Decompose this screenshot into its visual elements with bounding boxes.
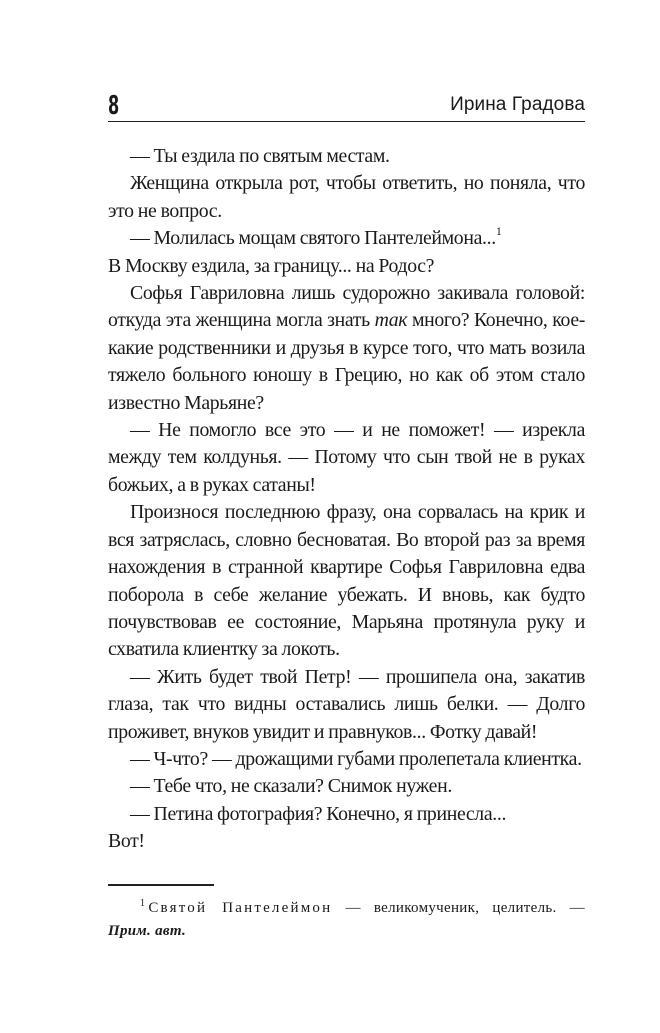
footnote-attribution: Прим. авт. (108, 923, 187, 939)
paragraph-5 (108, 280, 585, 417)
emphasis-word: так (374, 309, 408, 332)
footnote-mark: 1 (140, 898, 146, 909)
paragraph-1-text: — Ты ездила по святым местам. (130, 145, 390, 167)
paragraph-7-text: Произнося последнюю фразу, она сорвалась на крик и вся затряслась, словно бесноватая. Во второй раз за время нахождения в странной квартире Софья Гавриловна едва поборола в себе желание убежать. И вновь, как будто почувствовав ее состояние, Марьяна протянула руку и схватила клиентку за локоть. (108, 501, 585, 661)
paragraph-11-text: — Петина фотография? Конечно, я принесла... (130, 802, 507, 825)
paragraph-11 (108, 801, 585, 828)
paragraph-8-text: — Жить будет твой Петр! — прошипела она, закатив глаза, так что видны оставались лишь белки. — Долго проживет, внуков увидит и правнуков... Фотку давай! (108, 665, 585, 743)
paragraph-2-text: Женщина открыла рот, чтобы ответить, но поняла, что это не вопрос. (108, 172, 585, 222)
paragraph-4 (108, 253, 585, 280)
paragraph-12 (108, 828, 585, 855)
paragraph-5-text-a: Софья Гавриловна лишь судорожно закивала головой: откуда эта женщина могла знать (108, 282, 585, 332)
paragraph-6 (108, 417, 585, 499)
header-rule (108, 121, 585, 122)
paragraph-4-text: В Москву ездила, за границу... на Родос? (108, 254, 435, 277)
footnote (108, 897, 585, 943)
footnote-text: — великомученик, целитель. — (332, 900, 585, 916)
paragraph-3 (108, 225, 585, 252)
paragraph-12-text: Вот! (108, 830, 145, 853)
paragraph-9-text: — Ч-что? — дрожащими губами пролепетала клиентка. (130, 747, 582, 770)
paragraph-3-text: — Молилась мощам святого Пантелеймона... (130, 227, 496, 250)
page-number: 8 (108, 91, 120, 121)
paragraph-10 (108, 773, 585, 800)
footnote-term: Святой Пантелеймон (148, 900, 333, 916)
footnote-rule (108, 884, 214, 886)
footnote-paragraph (108, 897, 585, 943)
paragraph-2 (108, 170, 585, 225)
paragraph-7 (108, 499, 585, 663)
paragraph-9 (108, 746, 585, 773)
running-head-author: Ирина Градова (450, 94, 585, 115)
footnote-reference: 1 (495, 224, 502, 239)
paragraph-6-text: — Не помогло все это — и не поможет! — изрекла между тем колдунья. — Потому что сын твой не в руках божьих, а в руках сатаны! (108, 419, 585, 496)
paragraph-10-text: — Тебе что, не сказали? Снимок нужен. (130, 775, 452, 798)
paragraph-8 (108, 664, 585, 746)
paragraph-1 (108, 143, 585, 170)
paragraph-5-text-b: много? Конечно, кое-какие родственники и друзья в курсе того, что мать возила тяжело больного юношу в Грецию, но как об этом стало известно Марьяне? (108, 309, 585, 414)
page-header (108, 91, 585, 123)
body-text (108, 143, 585, 856)
